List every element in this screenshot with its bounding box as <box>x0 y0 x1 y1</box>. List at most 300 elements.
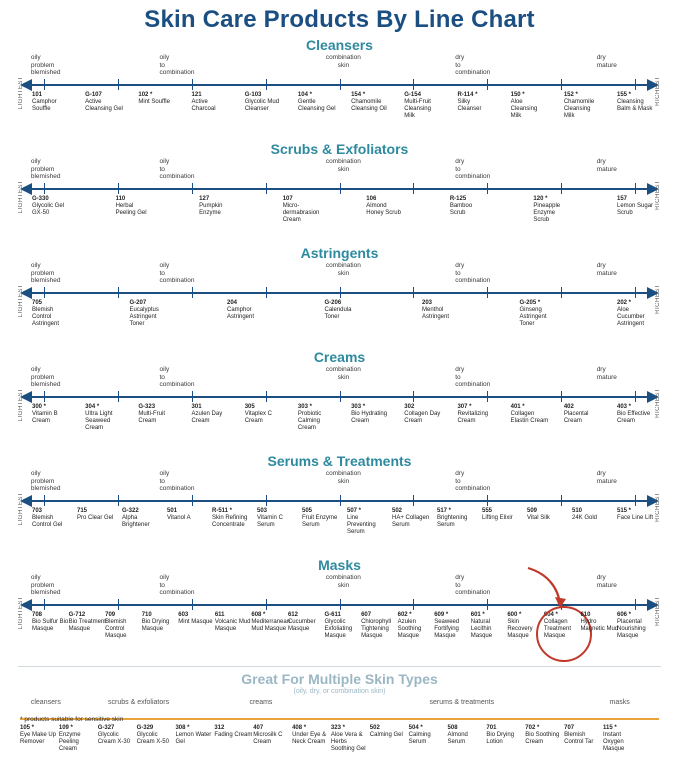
product-code: 503 <box>257 508 268 514</box>
product-code: 302 <box>404 404 415 410</box>
product-name: Chamomile Cleansing Milk <box>563 99 595 119</box>
axis-tick <box>487 183 488 194</box>
product-name: Aloe Cucumber Astringent <box>617 307 645 327</box>
axis-tick <box>118 599 119 610</box>
product-name: Placental Nourishing Masque <box>617 619 646 639</box>
product-item <box>69 612 107 633</box>
section-items <box>18 404 661 450</box>
product-name: Skin Refining Concentrate <box>212 515 248 528</box>
product-name: 24K Gold <box>572 515 598 521</box>
multi-product-item <box>603 725 641 753</box>
product-name: Vitamin C Serum <box>257 515 283 528</box>
product-item <box>116 196 154 217</box>
axis-tick <box>266 391 267 402</box>
product-item <box>138 92 176 106</box>
product-item <box>288 612 326 633</box>
product-code: 403 * <box>617 404 632 410</box>
axis-tick <box>340 599 341 610</box>
axis-tick <box>487 391 488 402</box>
product-item <box>617 508 655 522</box>
axis-tick <box>635 183 636 194</box>
axis-tick <box>340 495 341 506</box>
product-name: Menthol Astringent <box>422 307 450 320</box>
axis-tick <box>413 183 414 194</box>
axis-tick <box>413 287 414 298</box>
product-name: Bio Treatment Masque <box>68 619 106 632</box>
product-code: G-329 <box>136 725 154 731</box>
multi-subtitle: (oily, dry, or combination skin) <box>293 688 386 695</box>
product-code: 303 * <box>351 404 366 410</box>
axis-endcap-richest: RICHEST <box>655 388 661 418</box>
product-code: G-103 <box>244 92 262 98</box>
product-name: Aloe Vera & Herbs Soothing Gel <box>330 732 366 752</box>
product-item <box>142 612 180 633</box>
axis-endcap-richest: RICHEST <box>655 76 661 106</box>
product-code: 120 * <box>533 196 548 202</box>
product-item <box>507 612 545 640</box>
product-item <box>245 92 283 113</box>
zone-label: oily to combination <box>159 158 195 180</box>
zone-label: oily to combination <box>159 366 195 388</box>
axis-endcap-lightest: LIGHTEST <box>18 76 24 110</box>
product-item <box>398 612 436 640</box>
axis-tick <box>413 599 414 610</box>
product-name: Blemish Control Gel <box>32 515 63 528</box>
section-cleansers <box>0 38 679 138</box>
product-code: G-322 <box>122 508 139 514</box>
axis-endcap-richest: RICHEST <box>655 284 661 314</box>
product-name: Active Cleansing Gel <box>85 99 123 112</box>
product-name: Chamomile Cleansing Oil <box>351 99 387 112</box>
product-item <box>212 508 250 529</box>
product-item <box>227 300 265 321</box>
axis-tick <box>266 495 267 506</box>
zone-labels <box>18 158 661 182</box>
multi-product-item <box>448 725 486 746</box>
product-code: 508 <box>447 725 458 731</box>
product-item <box>32 612 70 633</box>
axis-tick <box>340 79 341 90</box>
product-name: Lifting Elixir <box>482 515 513 521</box>
axis-tick <box>192 599 193 610</box>
axis-endcap-lightest: LIGHTEST <box>18 180 24 214</box>
product-code: G-712 <box>68 612 86 618</box>
multi-group-label: masks <box>609 699 630 706</box>
section-title: Masks <box>318 557 361 573</box>
product-code: 707 <box>564 725 575 731</box>
zone-label: combination skin <box>325 54 361 69</box>
zone-labels <box>18 262 661 286</box>
product-name: Calendula Toner <box>324 307 352 320</box>
product-item <box>325 612 363 640</box>
zone-label: dry to combination <box>455 54 491 76</box>
product-code: G-330 <box>32 196 49 202</box>
axis-tick <box>561 183 562 194</box>
multi-product-item <box>175 725 213 746</box>
section-title: Scrubs & Exfoliators <box>270 141 409 157</box>
product-code: 401 * <box>510 404 525 410</box>
product-name: Seaweed Fortifying Masque <box>434 619 460 639</box>
zone-label: combination skin <box>325 366 361 381</box>
zone-labels <box>18 470 661 494</box>
zone-label: oily problem blemished <box>30 158 61 180</box>
product-name: Glycolic Gel GX-50 <box>32 203 65 216</box>
multi-group-label: cleansers <box>30 699 61 706</box>
product-name: Almond Honey Scrub <box>366 203 401 216</box>
axis-tick <box>561 495 562 506</box>
product-item <box>32 196 70 217</box>
product-name: Mint Masque <box>178 619 213 625</box>
footnote: * products suitable for sensitive skin <box>20 716 124 723</box>
multi-product-item <box>20 725 58 746</box>
product-code: 600 * <box>507 612 522 618</box>
product-code: 109 * <box>58 725 73 731</box>
product-code: G-154 <box>404 92 421 98</box>
product-code: 303 * <box>297 404 312 410</box>
product-name: Vital Silk <box>527 515 550 521</box>
axis-tick <box>44 79 45 90</box>
product-name: Alpha Brightener <box>122 515 150 528</box>
axis-tick <box>44 391 45 402</box>
product-item <box>347 508 385 536</box>
product-code: 155 * <box>617 92 632 98</box>
section-items <box>18 300 661 346</box>
zone-label: dry to combination <box>455 470 491 492</box>
product-code: 504 * <box>408 725 423 731</box>
zone-labels <box>18 574 661 598</box>
product-name: Bio Hydrating Cream <box>351 411 388 424</box>
product-item <box>511 404 549 425</box>
axis-tick <box>487 79 488 90</box>
multi-group-label: serums & treatments <box>429 699 495 706</box>
zone-label: oily to combination <box>159 574 195 596</box>
product-name: Glycolic Cream X-50 <box>136 732 169 745</box>
product-code: 517 * <box>437 508 452 514</box>
product-name: Multi-Fruit Cleansing Milk <box>404 99 431 119</box>
product-item <box>617 196 655 217</box>
product-code: 601 * <box>470 612 485 618</box>
product-item <box>167 508 205 522</box>
product-name: Cucumber Masque <box>287 619 316 632</box>
product-code: 606 * <box>617 612 632 618</box>
product-item <box>422 300 460 321</box>
zone-label: dry to combination <box>455 574 491 596</box>
zone-label: dry mature <box>596 54 617 69</box>
page-title: Skin Care Products By Line Chart <box>144 6 535 33</box>
product-item <box>251 612 289 633</box>
product-code: 104 * <box>297 92 312 98</box>
multi-skin-section <box>18 666 661 783</box>
product-name: Under Eye & Neck Cream <box>292 732 327 745</box>
axis-tick <box>413 495 414 506</box>
product-code: G-611 <box>324 612 341 618</box>
section-items <box>18 196 661 242</box>
axis-tick <box>192 79 193 90</box>
axis-tick <box>561 79 562 90</box>
product-code: 708 <box>32 612 43 618</box>
axis-tick <box>635 287 636 298</box>
product-item <box>520 300 558 328</box>
product-code: 308 * <box>175 725 190 731</box>
product-code: 307 * <box>457 404 472 410</box>
product-name: Hydro Magnetic Mud <box>580 619 619 632</box>
product-code: 402 <box>563 404 574 410</box>
multi-product-item <box>292 725 330 746</box>
product-code: 106 <box>366 196 377 202</box>
axis-tick <box>266 287 267 298</box>
multi-product-item <box>98 725 136 746</box>
product-name: Micro-dermabrasion Cream <box>282 203 320 223</box>
product-item <box>437 508 475 529</box>
axis-tick <box>487 495 488 506</box>
product-code: 555 <box>482 508 493 514</box>
section-title: Astringents <box>300 245 379 261</box>
product-name: Vitaplex C Cream <box>244 411 272 424</box>
axis-tick <box>487 287 488 298</box>
product-item <box>77 508 115 522</box>
axis-endcap-richest: RICHEST <box>655 596 661 626</box>
product-name: Azulen Soothing Masque <box>397 619 422 639</box>
product-name: Probiotic Calming Cream <box>297 411 322 431</box>
product-name: Placental Cream <box>563 411 589 424</box>
multi-groups <box>18 699 661 713</box>
axis-tick <box>118 183 119 194</box>
product-code: 127 <box>199 196 210 202</box>
product-item <box>482 508 520 522</box>
product-code: 150 * <box>510 92 525 98</box>
axis-tick <box>44 495 45 506</box>
product-name: Pro Clear Gel <box>77 515 114 521</box>
zone-label: dry mature <box>596 574 617 589</box>
axis-tick <box>340 287 341 298</box>
product-name: Collagen Elastin Cream <box>510 411 549 424</box>
section-items <box>18 508 661 554</box>
product-item <box>192 404 230 425</box>
product-item <box>298 92 336 113</box>
product-item <box>617 612 655 640</box>
product-item <box>564 404 602 425</box>
zone-label: oily problem blemished <box>30 262 61 284</box>
axis-tick <box>118 391 119 402</box>
product-name: Bio Drying Masque <box>141 619 170 632</box>
product-name: Ultra Light Seaweed Cream <box>85 411 113 431</box>
product-name: Bio Sulfur Bio Masque <box>32 619 69 632</box>
section-scrubs-exfoliators <box>0 142 679 242</box>
product-item <box>32 508 70 529</box>
axis-tick <box>192 391 193 402</box>
product-name: Blemish Control Tar <box>564 732 594 745</box>
product-name: Camphor Astringent <box>227 307 255 320</box>
product-name: Glycolic Cream X-30 <box>97 732 131 745</box>
multi-product-item <box>59 725 97 753</box>
product-name: Lemon Water Gel <box>175 732 212 745</box>
multi-product-item <box>409 725 447 746</box>
product-item <box>366 196 404 217</box>
multi-product-item <box>331 725 369 753</box>
multi-product-item <box>253 725 291 746</box>
product-name: Microsilk C Cream <box>253 732 283 745</box>
zone-label: dry to combination <box>455 158 491 180</box>
product-item <box>130 300 168 328</box>
product-name: Glycolic Exfoliating Masque <box>324 619 353 639</box>
product-name: Line Preventing Serum <box>347 515 376 535</box>
product-code: 304 * <box>85 404 100 410</box>
product-name: Active Charcoal <box>191 99 216 112</box>
product-code: 715 <box>77 508 88 514</box>
product-code: G-323 <box>138 404 156 410</box>
product-code: 102 * <box>138 92 153 98</box>
section-title: Serums & Treatments <box>267 453 412 469</box>
product-code: 323 * <box>330 725 345 731</box>
product-item <box>192 92 230 113</box>
product-item <box>325 300 363 321</box>
product-code: 703 <box>32 508 43 514</box>
section-masks <box>0 558 679 658</box>
axis-tick <box>340 183 341 194</box>
product-code: 502 <box>369 725 380 731</box>
product-code: G-327 <box>97 725 115 731</box>
zone-label: combination skin <box>325 574 361 589</box>
product-code: G-206 <box>324 300 342 306</box>
axis-tick <box>192 183 193 194</box>
product-code: 507 * <box>347 508 362 514</box>
product-name: Glycolic Mud Cleanser <box>244 99 280 112</box>
product-item <box>32 92 70 113</box>
product-code: 505 <box>302 508 313 514</box>
zone-label: oily problem blemished <box>30 54 61 76</box>
product-name: Blemish Control Astringent <box>32 307 60 327</box>
product-name: Volcanic Mud Masque <box>214 619 251 632</box>
axis-tick <box>118 287 119 298</box>
axis-tick <box>266 599 267 610</box>
axis-tick <box>635 79 636 90</box>
product-item <box>511 92 549 120</box>
product-name: Pineapple Enzyme Scrub <box>533 203 561 223</box>
product-item <box>85 92 123 113</box>
section-items <box>18 92 661 138</box>
product-item <box>85 404 123 432</box>
product-name: Collagen Treatment Masque <box>543 619 571 639</box>
product-item <box>457 92 495 113</box>
product-code: 204 <box>227 300 238 306</box>
product-code: 611 <box>214 612 225 618</box>
product-code: 603 <box>178 612 189 618</box>
product-code: 607 <box>361 612 372 618</box>
product-name: Gentle Cleansing Gel <box>297 99 336 112</box>
product-code: 701 <box>486 725 497 731</box>
product-name: Calming Gel <box>369 732 403 738</box>
axis-tick <box>192 287 193 298</box>
product-item <box>457 404 495 425</box>
product-code: R-511 * <box>212 508 233 514</box>
section-serums-treatments <box>0 454 679 554</box>
axis-tick <box>487 599 488 610</box>
zone-label: oily to combination <box>159 470 195 492</box>
product-code: 612 <box>287 612 298 618</box>
product-code: 710 <box>141 612 152 618</box>
zone-labels <box>18 366 661 390</box>
axis-tick <box>118 79 119 90</box>
product-name: Instant Oxygen Masque <box>603 732 625 752</box>
axis-tick <box>266 79 267 90</box>
product-code: G-107 <box>85 92 102 98</box>
product-code: 515 * <box>617 508 632 514</box>
product-code: 107 <box>282 196 293 202</box>
product-item <box>533 196 571 224</box>
product-name: Lemon Sugar Scrub <box>617 203 654 216</box>
product-name: Vitanol A <box>167 515 191 521</box>
product-item <box>404 404 442 425</box>
product-code: 115 * <box>603 725 617 731</box>
axis-tick <box>635 495 636 506</box>
product-item <box>351 92 389 113</box>
product-code: R-114 * <box>457 92 478 98</box>
axis-tick <box>561 391 562 402</box>
product-code: 501 <box>167 508 178 514</box>
product-code: 202 * <box>617 300 632 306</box>
section-astringents <box>0 246 679 346</box>
multi-product-item <box>564 725 602 746</box>
product-name: Herbal Peeling Gel <box>115 203 147 216</box>
axis-tick <box>340 391 341 402</box>
axis-tick <box>44 183 45 194</box>
product-name: Azulen Day Cream <box>191 411 223 424</box>
product-code: 101 <box>32 92 43 98</box>
product-code: 702 * <box>525 725 540 731</box>
product-code: 157 <box>617 196 628 202</box>
product-name: Fading Cream <box>214 732 253 738</box>
zone-label: dry mature <box>596 470 617 485</box>
zone-label: oily problem blemished <box>30 470 61 492</box>
axis-tick <box>266 183 267 194</box>
product-item <box>138 404 176 425</box>
product-name: Blemish Control Masque <box>105 619 127 639</box>
product-name: Vitamin B Cream <box>32 411 58 424</box>
product-name: Enzyme Peeling Cream <box>58 732 81 752</box>
product-code: 608 * <box>251 612 266 618</box>
product-name: Silky Cleanser <box>457 99 482 112</box>
multi-product-item <box>525 725 563 746</box>
product-name: Bio Drying Lotion <box>486 732 515 745</box>
section-items <box>18 612 661 658</box>
product-code: 121 <box>191 92 202 98</box>
product-code: 705 <box>32 300 43 306</box>
product-item <box>283 196 321 224</box>
product-code: 305 <box>244 404 255 410</box>
product-item <box>122 508 160 529</box>
product-item <box>361 612 399 640</box>
zone-label: oily problem blemished <box>30 366 61 388</box>
product-item <box>450 196 488 217</box>
product-code: 105 * <box>20 725 35 731</box>
product-name: Fruit Enzyme Serum <box>302 515 338 528</box>
product-code: 609 * <box>434 612 449 618</box>
product-code: R-125 <box>449 196 467 202</box>
product-name: Ginseng Astringent Toner <box>519 307 547 327</box>
product-name: Natural Lecithin Masque <box>470 619 493 639</box>
zone-label: dry to combination <box>455 262 491 284</box>
multi-product-item <box>214 725 252 739</box>
product-name: Skin Recovery Masque <box>507 619 533 639</box>
product-name: Mint Souffle <box>138 99 170 105</box>
product-code: 152 * <box>563 92 578 98</box>
product-name: Face Line Lift <box>617 515 654 521</box>
multi-product-item <box>137 725 175 746</box>
product-item <box>471 612 509 640</box>
zone-label: combination skin <box>325 470 361 485</box>
product-code: 502 <box>392 508 403 514</box>
axis-endcap-lightest: LIGHTEST <box>18 596 24 630</box>
